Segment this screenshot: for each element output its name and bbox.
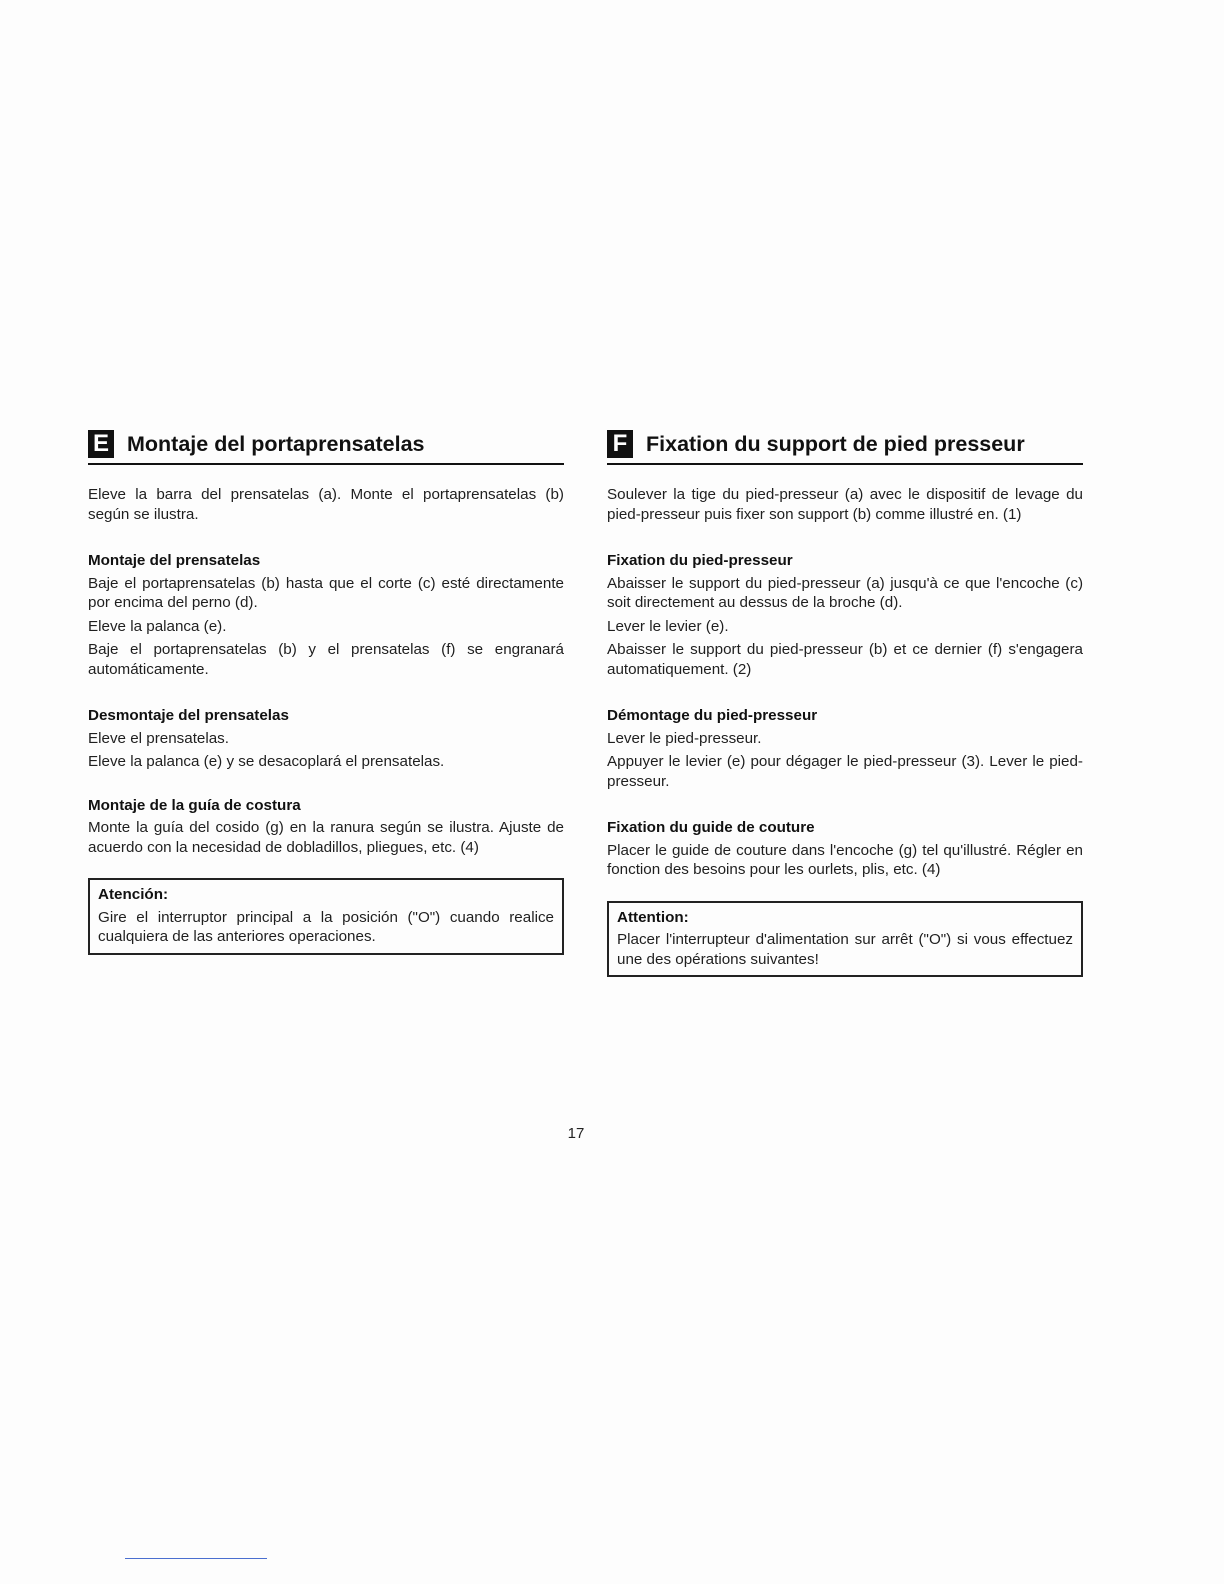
french-paragraph: Lever le levier (e). — [607, 617, 729, 635]
french-block-fixation-pied — [607, 551, 1083, 679]
french-attention-box — [607, 901, 1083, 978]
spanish-intro: Eleve la barra del prensatelas (a). Monte el portaprensatelas (b) según se ilustra. — [88, 486, 564, 523]
language-badge-fr: F — [607, 430, 633, 458]
french-block-demontage — [607, 706, 1083, 791]
spanish-section-header — [88, 428, 564, 465]
french-column — [607, 428, 1083, 977]
spanish-paragraph: Eleve la palanca (e) y se desacoplará el prensatelas. — [88, 753, 445, 770]
spanish-paragraph: Baje el portaprensatelas (b) y el prensatelas (f) se engranará automáticamente. — [88, 641, 564, 678]
spanish-attention-box — [88, 878, 564, 955]
french-intro: Soulever la tige du pied-presseur (a) avec le dispositif de levage du pied-presseur puis fixer son support (b) comme illustré en. (1) — [607, 486, 1083, 523]
french-subheading: Fixation du guide de couture — [607, 819, 815, 836]
spanish-section-title: Montaje del portaprensatelas — [127, 431, 425, 456]
spanish-paragraph: Baje el portaprensatelas (b) hasta que el corte (c) esté directamente por encima del perno (d). — [88, 574, 564, 611]
spanish-paragraph: Eleve la palanca (e). — [88, 617, 227, 635]
spanish-paragraph: Monte la guía del cosido (g) en la ranura según se ilustra. Ajuste de acuerdo con la necesidad de dobladillos, pliegues, etc. (4) — [88, 819, 564, 856]
footer-rule — [125, 1558, 267, 1559]
french-attention-label: Attention: — [617, 908, 689, 926]
french-section-title: Fixation du support de pied presseur — [646, 431, 1025, 456]
spanish-column — [88, 428, 564, 955]
french-paragraph: Abaisser le support du pied-presseur (b) et ce dernier (f) s'engagera automatiquement. (2) — [607, 641, 1083, 678]
spanish-attention-text: Gire el interruptor principal a la posición ("O") cuando realice cualquiera de las anteriores operaciones. — [98, 908, 554, 945]
page-number: 17 — [567, 1125, 585, 1142]
spanish-paragraph: Eleve el prensatelas. — [88, 729, 229, 747]
french-section-header — [607, 428, 1083, 465]
french-attention-text: Placer l'interrupteur d'alimentation sur arrêt ("O") si vous effectuez une des opérations suivantes! — [617, 931, 1073, 968]
french-paragraph: Placer le guide de couture dans l'encoche (g) tel qu'illustré. Régler en fonction des besoins pour les ourlets, plis, etc. (4) — [607, 841, 1083, 878]
spanish-subheading: Montaje del prensatelas — [88, 552, 261, 569]
language-badge-es: E — [88, 430, 114, 458]
french-subheading: Fixation du pied-presseur — [607, 552, 793, 569]
french-paragraph: Abaisser le support du pied-presseur (a) jusqu'à ce que l'encoche (c) soit directement au dessus de la broche (d). — [607, 574, 1083, 611]
french-paragraph: Lever le pied-presseur. — [607, 729, 762, 747]
spanish-block-desmontaje — [88, 706, 564, 772]
spanish-block-montaje-prensatelas — [88, 551, 564, 679]
spanish-subheading: Desmontaje del prensatelas — [88, 707, 289, 724]
french-paragraph: Appuyer le levier (e) pour dégager le pied-presseur (3). Lever le pied-presseur. — [607, 753, 1083, 790]
spanish-attention-label: Atención: — [98, 886, 169, 903]
french-block-guide-couture — [607, 818, 1083, 880]
spanish-subheading: Montaje de la guía de costura — [88, 796, 301, 814]
spanish-block-guia-costura — [88, 796, 564, 858]
french-subheading: Démontage du pied-presseur — [607, 707, 818, 724]
